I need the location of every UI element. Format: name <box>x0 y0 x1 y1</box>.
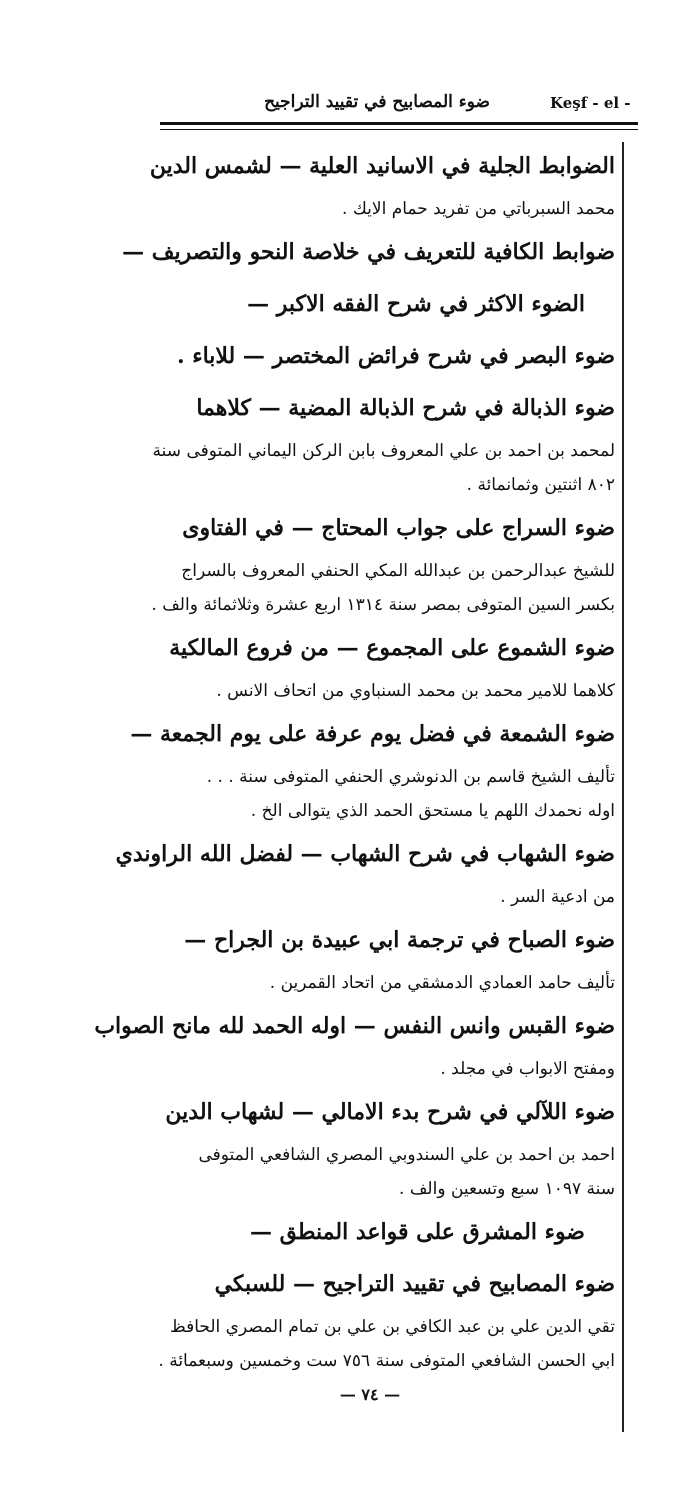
entry-description: سنة ١٠٩٧ سبع وتسعين والف . <box>399 1179 615 1199</box>
entry-title: ضوء القبس وانس النفس — اوله الحمد لله مانح الصواب <box>94 1013 615 1039</box>
entry-description: تقي الدين علي بن عبد الكافي بن علي بن تمام المصري الحافظ <box>169 1317 615 1337</box>
entry-description: من ادعية السر . <box>500 887 615 907</box>
entry-description: للشيخ عبدالرحمن بن عبدالله المكي الحنفي المعروف بالسراج <box>181 561 615 581</box>
column-rule <box>622 142 624 1432</box>
entry-title: ضوء الشهاب في شرح الشهاب — لفضل الله الراوندي <box>115 841 615 867</box>
dictionary-entry <box>130 708 615 828</box>
header-rule-thin <box>160 129 638 130</box>
entry-title: ضوء الذبالة في شرح الذبالة المضية — كلاهما <box>196 395 615 421</box>
entry-description: بكسر السين المتوفى بمصر سنة ١٣١٤ اربع عشرة وثلاثمائة والف . <box>151 595 615 615</box>
entry-description: محمد السبرباتي من تفريد حمام الايك . <box>342 199 615 219</box>
dictionary-entry <box>160 622 615 708</box>
entry-title: ضوء اللآلي في شرح بدء الامالي — لشهاب الدين <box>165 1099 615 1125</box>
header-code: Keşf - el - <box>550 94 631 112</box>
page-number: — ٧٤ — <box>339 1385 401 1404</box>
entry-title: ضوء المصابيح في تقييد التراجيح — للسبكي <box>214 1271 615 1297</box>
dictionary-entry <box>149 140 615 226</box>
entry-description: اوله نحمدك اللهم يا مستحق الحمد الذي يتوالى الخ . <box>250 801 615 821</box>
dictionary-entry <box>94 1000 615 1086</box>
entry-title: ضوابط الكافية للتعريف في خلاصة النحو والتصريف — <box>122 239 615 265</box>
entry-description: تأليف حامد العمادي الدمشقي من اتحاد القمرين . <box>269 973 615 993</box>
entry-title: ضوء المشرق على قواعد المنطق — <box>249 1219 585 1245</box>
entry-description: كلاهما للامير محمد بن محمد السنباوي من اتحاف الانس . <box>216 681 615 701</box>
dictionary-entry <box>160 914 615 1000</box>
entry-title: الضوابط الجلية في الاسانيد العلية — لشمس الدين <box>149 153 615 179</box>
entry-description: لمحمد بن احمد بن علي المعروف بابن الركن اليماني المتوفى سنة <box>152 441 615 461</box>
entry-title: ضوء البصر في شرح فرائض المختصر — للاباء . <box>176 343 615 369</box>
entry-title: ضوء الصباح في ترجمة ابي عبيدة بن الجراح — <box>184 927 615 953</box>
dictionary-entry <box>115 828 615 914</box>
entry-title: ضوء السراج على جواب المحتاج — في الفتاوى <box>182 515 615 541</box>
dictionary-entry <box>160 330 615 382</box>
dictionary-entry <box>122 226 615 278</box>
dictionary-entry <box>151 502 615 622</box>
entry-description: ومفتح الابواب في مجلد . <box>440 1059 615 1079</box>
entry-description: ٨٠٢ اثنتين وثمانمائة . <box>466 475 615 495</box>
dictionary-entry <box>152 382 615 502</box>
entry-title: ضوء الشمعة في فضل يوم عرفة على يوم الجمعة — <box>130 721 615 747</box>
header-title: ضوء المصابيح في تقييد التراجيح <box>264 92 490 112</box>
dictionary-entry <box>160 1258 615 1378</box>
entry-title: الضوء الاكثر في شرح الفقه الاكبر — <box>247 291 585 317</box>
dictionary-entry <box>160 278 615 330</box>
dictionary-entry <box>160 1086 615 1206</box>
entry-description: ابي الحسن الشافعي المتوفى سنة ٧٥٦ ست وخمسين وسبعمائة . <box>158 1351 615 1371</box>
header-rule-thick <box>160 122 638 125</box>
entry-title: ضوء الشموع على المجموع — من فروع المالكية <box>169 635 615 661</box>
entry-list <box>94 140 615 1378</box>
dictionary-entry <box>160 1206 615 1258</box>
entry-description: تأليف الشيخ قاسم بن الدنوشري الحنفي المتوفى سنة . . . <box>206 767 615 787</box>
running-header <box>160 88 640 118</box>
entry-description: احمد بن احمد بن علي السندوبي المصري الشافعي المتوفى <box>198 1145 615 1165</box>
